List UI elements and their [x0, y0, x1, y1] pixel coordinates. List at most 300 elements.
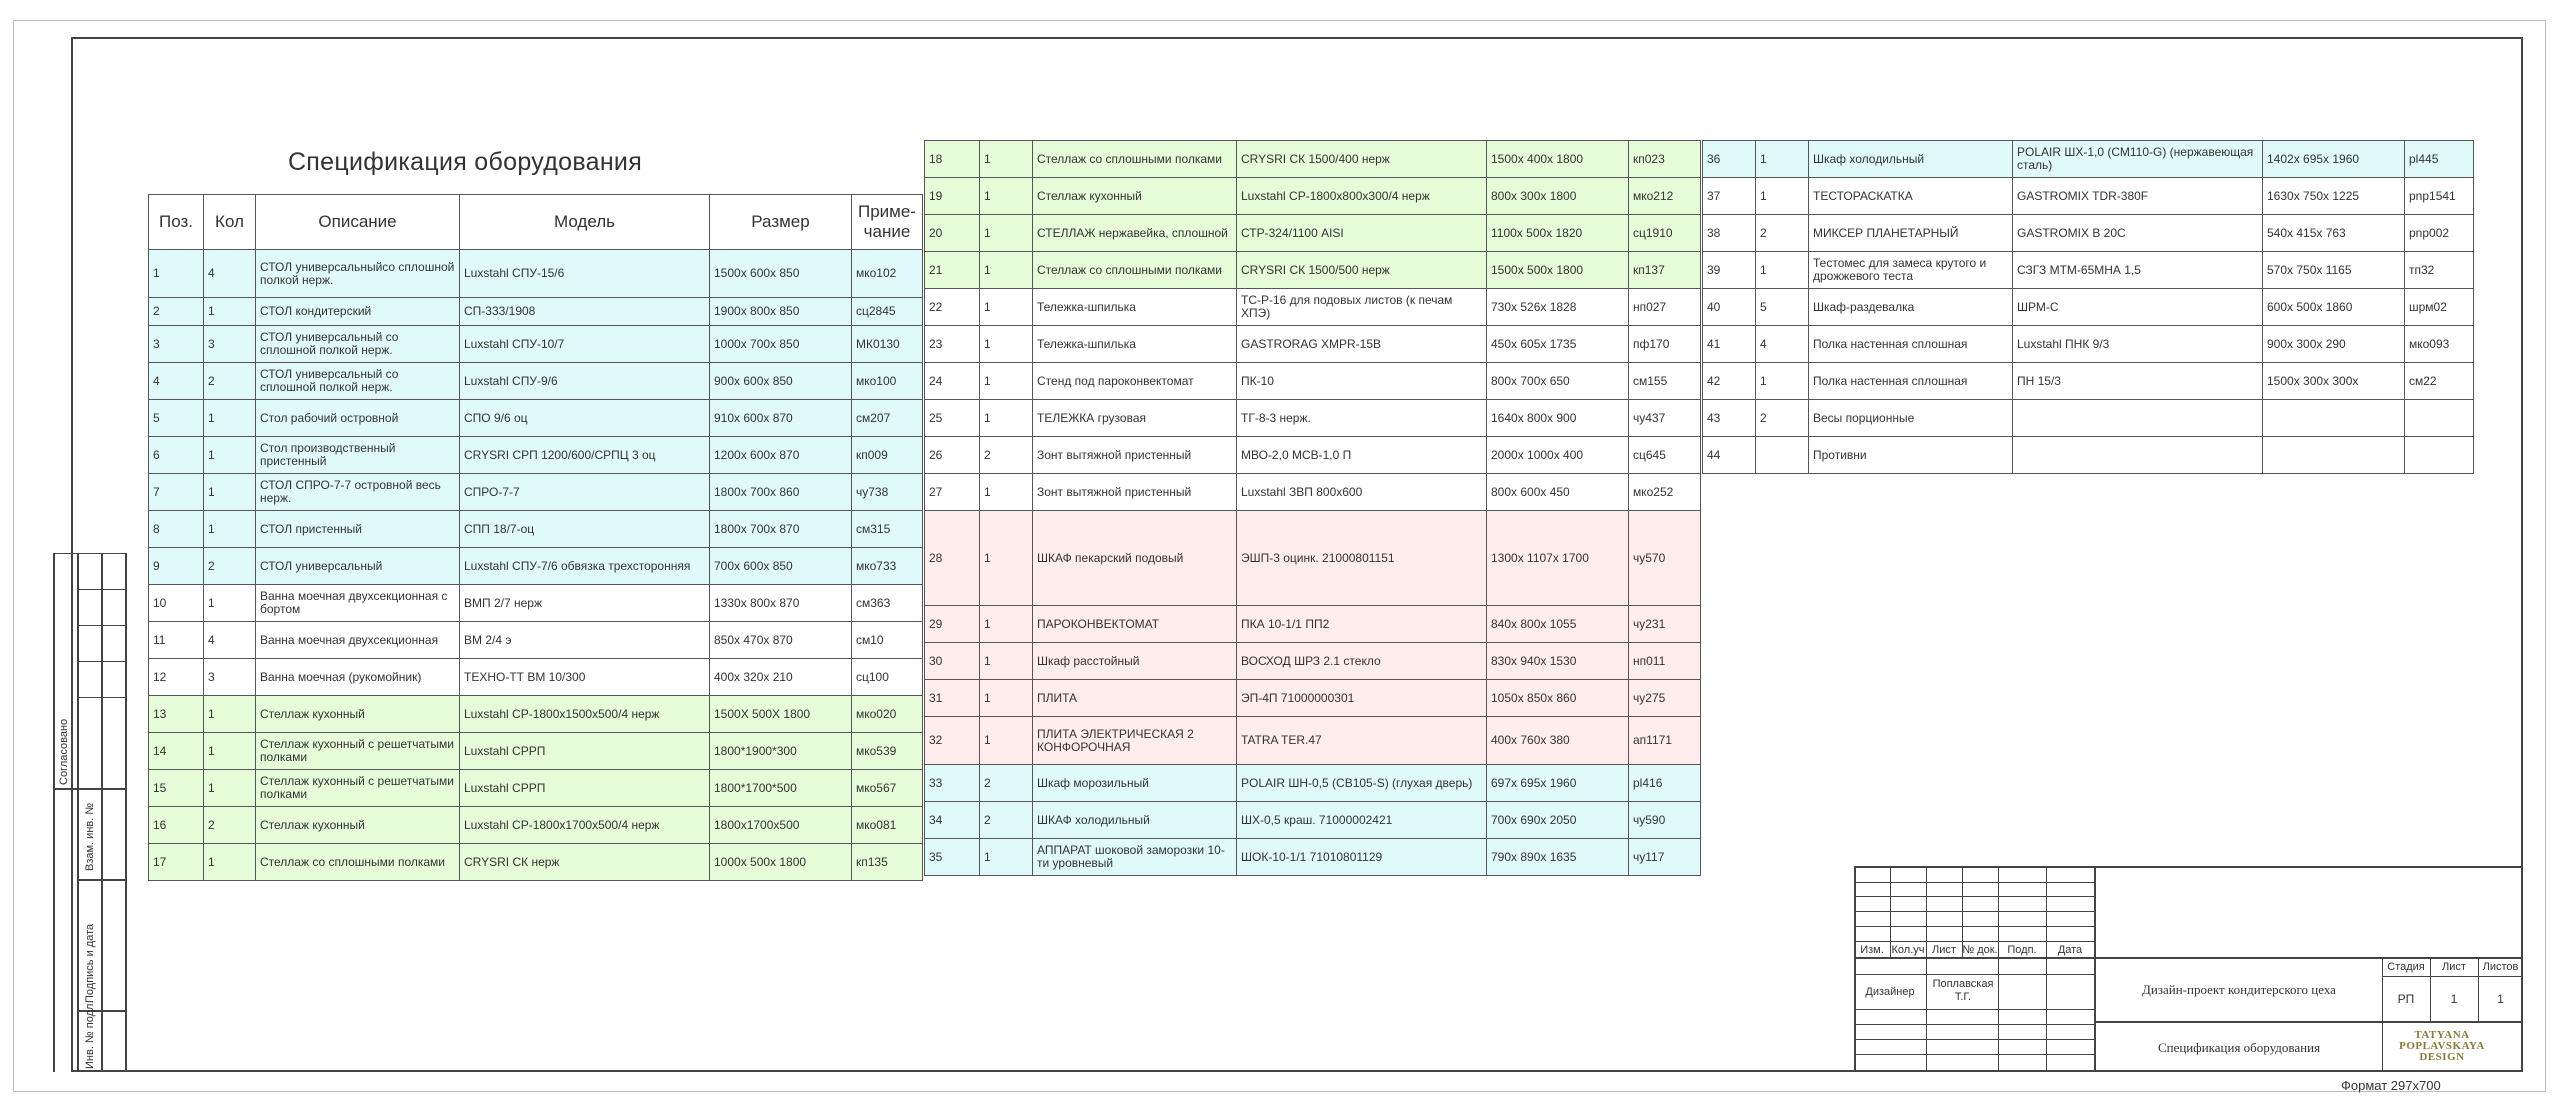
table-row — [1703, 289, 2474, 326]
cell-size — [2263, 400, 2405, 437]
cell-qty: 1 — [980, 215, 1033, 252]
cell-model: Luxstahl СР-1800х800х300/4 нерж — [1237, 178, 1487, 215]
cell-qty: 1 — [980, 839, 1033, 876]
table-row — [925, 400, 1701, 437]
cell-note: см315 — [852, 511, 923, 548]
cell-qty: 2 — [1756, 215, 1809, 252]
cell-note: сц100 — [852, 659, 923, 696]
cell-model: СПО 9/6 оц — [460, 400, 710, 437]
cell-note: чу738 — [852, 474, 923, 511]
table-row — [149, 696, 923, 733]
tb-project: Дизайн-проект кондитерского цеха — [2142, 982, 2336, 997]
table-row — [925, 252, 1701, 289]
cell-size: 400х 760х 380 — [1487, 717, 1629, 765]
cell-size: 1900х 800х 850 — [710, 298, 852, 326]
cell-model: GASTROMIX B 20C — [2013, 215, 2263, 252]
table-row — [1703, 400, 2474, 437]
table-row — [925, 765, 1701, 802]
cell-size: 2000х 1000х 400 — [1487, 437, 1629, 474]
cell-pos: 31 — [925, 680, 980, 717]
cell-desc: Тележка-шпилька — [1033, 326, 1237, 363]
cell-model: TATRA TER.47 — [1237, 717, 1487, 765]
cell-pos: 42 — [1703, 363, 1756, 400]
title-block — [1854, 866, 2523, 1072]
cell-qty: 4 — [1756, 326, 1809, 363]
cell-desc: ПЛИТА — [1033, 680, 1237, 717]
cell-pos: 20 — [925, 215, 980, 252]
cell-note: чу437 — [1629, 400, 1701, 437]
cell-desc: СТОЛ универсальный со сплошной полкой нерж. — [256, 326, 460, 363]
cell-pos: 3 — [149, 326, 204, 363]
cell-qty: 1 — [980, 252, 1033, 289]
cell-qty: 5 — [1756, 289, 1809, 326]
table-row — [1703, 363, 2474, 400]
designer-logo: TATYANA POPLAVSKAYA DESIGN — [2399, 1029, 2485, 1063]
cell-note: см10 — [852, 622, 923, 659]
cell-pos: 12 — [149, 659, 204, 696]
cell-desc: Зонт вытяжной пристенный — [1033, 474, 1237, 511]
cell-size: 700х 600х 850 — [710, 548, 852, 585]
cell-size: 1630х 750х 1225 — [2263, 178, 2405, 215]
cell-size: 800х 300х 1800 — [1487, 178, 1629, 215]
table-row — [149, 400, 923, 437]
cell-size: 600х 500х 1860 — [2263, 289, 2405, 326]
cell-pos: 43 — [1703, 400, 1756, 437]
cell-qty: 3 — [204, 659, 256, 696]
header-size: Размер — [710, 195, 852, 250]
cell-model: МВО-2,0 МСВ-1,0 П — [1237, 437, 1487, 474]
tb-sheets-label: Листов — [2482, 961, 2519, 973]
cell-note: сц645 — [1629, 437, 1701, 474]
cell-note: мко093 — [2405, 326, 2474, 363]
cell-pos: 29 — [925, 606, 980, 643]
cell-qty: 1 — [1756, 178, 1809, 215]
cell-qty: 1 — [980, 680, 1033, 717]
cell-qty: 2 — [980, 802, 1033, 839]
cell-note: см155 — [1629, 363, 1701, 400]
table-row — [149, 807, 923, 844]
table-row — [149, 437, 923, 474]
header-note: Приме-чание — [852, 195, 923, 250]
table-row — [925, 363, 1701, 400]
cell-desc: ПЛИТА ЭЛЕКТРИЧЕСКАЯ 2 КОНФОРОЧНАЯ — [1033, 717, 1237, 765]
cell-model: Luxstahl СР-1800х1500х500/4 нерж — [460, 696, 710, 733]
cell-note: ап1171 — [1629, 717, 1701, 765]
cell-qty: 1 — [980, 363, 1033, 400]
spec-table-2 — [924, 140, 1701, 876]
cell-model: ШХ-0,5 краш. 71000002421 — [1237, 802, 1487, 839]
cell-model: POLAIR ШН-0,5 (CB105-S) (глухая дверь) — [1237, 765, 1487, 802]
cell-qty: 1 — [980, 141, 1033, 178]
cell-qty: 1 — [980, 606, 1033, 643]
table-row — [925, 215, 1701, 252]
cell-model: СПРО-7-7 — [460, 474, 710, 511]
format-label: Формат 297х700 — [2341, 1078, 2441, 1093]
cell-pos: 38 — [1703, 215, 1756, 252]
cell-model: ТГ-8-3 нерж. — [1237, 400, 1487, 437]
side-label-sign-date: Подпись и дата — [84, 923, 96, 1003]
cell-desc: Ванна моечная двухсекционная — [256, 622, 460, 659]
table-row — [925, 606, 1701, 643]
cell-model: ПКА 10-1/1 ПП2 — [1237, 606, 1487, 643]
cell-size: 1800х 700х 870 — [710, 511, 852, 548]
table-row — [925, 326, 1701, 363]
cell-size: 700х 690х 2050 — [1487, 802, 1629, 839]
tb-sheet-label: Лист — [2442, 961, 2466, 973]
cell-desc: Шкаф морозильный — [1033, 765, 1237, 802]
cell-note: мко567 — [852, 770, 923, 807]
cell-desc: Стеллаж кухонный с решетчатыми полками — [256, 733, 460, 770]
cell-pos: 1 — [149, 250, 204, 298]
cell-pos: 23 — [925, 326, 980, 363]
cell-model: POLAIR ШХ-1,0 (СМ110-G) (нержавеющая сталь) — [2013, 141, 2263, 178]
table-row — [925, 437, 1701, 474]
table-row — [925, 178, 1701, 215]
tb-col-doc: № док. — [1962, 944, 1998, 956]
cell-desc: Стол рабочий островной — [256, 400, 460, 437]
cell-size: 910х 600х 870 — [710, 400, 852, 437]
cell-pos: 39 — [1703, 252, 1756, 289]
tb-col-list: Лист — [1932, 944, 1956, 956]
cell-model: ПК-10 — [1237, 363, 1487, 400]
cell-pos: 2 — [149, 298, 204, 326]
table-row — [925, 141, 1701, 178]
cell-model: СТР-324/1100 AISI — [1237, 215, 1487, 252]
cell-qty: 1 — [980, 643, 1033, 680]
cell-desc: СТОЛ универсальный — [256, 548, 460, 585]
cell-note: pl445 — [2405, 141, 2474, 178]
cell-pos: 6 — [149, 437, 204, 474]
cell-note — [2405, 437, 2474, 474]
cell-model: Luxstahl СР-1800х1700х500/4 нерж — [460, 807, 710, 844]
cell-qty: 1 — [204, 511, 256, 548]
tb-col-date: Дата — [2057, 944, 2083, 956]
cell-note: мко733 — [852, 548, 923, 585]
tb-col-sign: Подп. — [2007, 944, 2037, 956]
cell-desc: ТЕСТОРАСКАТКА — [1809, 178, 2013, 215]
cell-desc: Ванна моечная двухсекционная с бортом — [256, 585, 460, 622]
cell-pos: 24 — [925, 363, 980, 400]
cell-model: CRYSRI СК 1500/500 нерж — [1237, 252, 1487, 289]
cell-pos: 41 — [1703, 326, 1756, 363]
cell-note: чу570 — [1629, 511, 1701, 606]
cell-note: шрм02 — [2405, 289, 2474, 326]
cell-pos: 7 — [149, 474, 204, 511]
cell-size: 1300х 1107х 1700 — [1487, 511, 1629, 606]
cell-size: 1800*1900*300 — [710, 733, 852, 770]
cell-desc: АППАРАТ шоковой заморозки 10-ти уровневый — [1033, 839, 1237, 876]
cell-size: 1000х 700х 850 — [710, 326, 852, 363]
cell-qty: 1 — [1756, 252, 1809, 289]
cell-model: Luxstahl СРРП — [460, 770, 710, 807]
cell-desc: СТОЛ кондитерский — [256, 298, 460, 326]
cell-qty: 1 — [204, 400, 256, 437]
cell-size: 1500х 400х 1800 — [1487, 141, 1629, 178]
cell-note: сц2845 — [852, 298, 923, 326]
cell-qty: 1 — [204, 298, 256, 326]
cell-note: сц1910 — [1629, 215, 1701, 252]
cell-size: 1200х 600х 870 — [710, 437, 852, 474]
cell-qty: 2 — [980, 765, 1033, 802]
cell-desc: ШКАФ пекарский подовый — [1033, 511, 1237, 606]
header-pos: Поз. — [149, 195, 204, 250]
cell-size: 1330х 800х 870 — [710, 585, 852, 622]
cell-model: ВМП 2/7 нерж — [460, 585, 710, 622]
tb-stage-label: Стадия — [2387, 961, 2425, 973]
table-row — [925, 474, 1701, 511]
table-row — [149, 622, 923, 659]
cell-desc: Тележка-шпилька — [1033, 289, 1237, 326]
cell-note: см207 — [852, 400, 923, 437]
table-row — [149, 474, 923, 511]
cell-desc: СТОЛ универсальный со сплошной полкой нерж. — [256, 363, 460, 400]
cell-size: 1500х 300х 300х — [2263, 363, 2405, 400]
cell-size: 1050х 850х 860 — [1487, 680, 1629, 717]
cell-size: 1500Х 500Х 1800 — [710, 696, 852, 733]
table-row — [925, 802, 1701, 839]
table-row — [1703, 437, 2474, 474]
cell-pos: 5 — [149, 400, 204, 437]
cell-size: 1640х 800х 900 — [1487, 400, 1629, 437]
cell-model: ПН 15/3 — [2013, 363, 2263, 400]
table-row — [925, 717, 1701, 765]
cell-size: 800х 600х 450 — [1487, 474, 1629, 511]
cell-note — [2405, 400, 2474, 437]
cell-note: чу117 — [1629, 839, 1701, 876]
cell-size: 1800х1700х500 — [710, 807, 852, 844]
cell-qty: 2 — [1756, 400, 1809, 437]
cell-qty: 1 — [204, 733, 256, 770]
cell-qty: 1 — [204, 585, 256, 622]
cell-desc: Тестомес для замеса крутого и дрожжевого теста — [1809, 252, 2013, 289]
side-label-agreed: Согласовано — [58, 718, 70, 785]
tb-sheets-value: 1 — [2497, 992, 2504, 1006]
tb-col-izm: Изм. — [1860, 944, 1884, 956]
cell-size: 697х 695х 1960 — [1487, 765, 1629, 802]
cell-model: ВМ 2/4 э — [460, 622, 710, 659]
cell-qty: 1 — [204, 844, 256, 881]
cell-qty: 1 — [980, 717, 1033, 765]
cell-qty: 1 — [980, 511, 1033, 606]
cell-note: пф170 — [1629, 326, 1701, 363]
cell-desc: Стеллаж кухонный с решетчатыми полками — [256, 770, 460, 807]
cell-size: 800х 700х 650 — [1487, 363, 1629, 400]
cell-desc: Стеллаж со сплошными полками — [256, 844, 460, 881]
cell-note: pl416 — [1629, 765, 1701, 802]
cell-pos: 40 — [1703, 289, 1756, 326]
cell-desc: Полка настенная сплошная — [1809, 326, 2013, 363]
header-qty: Кол — [204, 195, 256, 250]
cell-qty: 1 — [980, 326, 1033, 363]
cell-size: 790х 890х 1635 — [1487, 839, 1629, 876]
table-row — [149, 659, 923, 696]
side-label-inv-zam: Взам. инв. № — [84, 802, 96, 871]
cell-model — [2013, 437, 2263, 474]
cell-pos: 9 — [149, 548, 204, 585]
tb-sheet-value: 1 — [2450, 992, 2458, 1006]
cell-note: см363 — [852, 585, 923, 622]
cell-pos: 11 — [149, 622, 204, 659]
cell-model: СП-333/1908 — [460, 298, 710, 326]
cell-desc: Стеллаж со сплошными полками — [1033, 141, 1237, 178]
cell-desc: Полка настенная сплошная — [1809, 363, 2013, 400]
cell-desc: МИКСЕР ПЛАНЕТАРНЫЙ — [1809, 215, 2013, 252]
cell-model: ВОСХОД ШРЗ 2.1 стекло — [1237, 643, 1487, 680]
cell-qty: 1 — [204, 770, 256, 807]
cell-pos: 17 — [149, 844, 204, 881]
cell-pos: 27 — [925, 474, 980, 511]
cell-qty: 1 — [204, 696, 256, 733]
cell-pos: 4 — [149, 363, 204, 400]
side-label-inv-podl: Инв. № подл. — [84, 1000, 96, 1069]
table-row — [149, 298, 923, 326]
table-row — [1703, 178, 2474, 215]
cell-qty: 1 — [980, 400, 1033, 437]
cell-qty: 4 — [204, 622, 256, 659]
cell-size: 450х 605х 1735 — [1487, 326, 1629, 363]
cell-model: ШОК-10-1/1 71010801129 — [1237, 839, 1487, 876]
cell-size: 1500х 500х 1800 — [1487, 252, 1629, 289]
cell-note: нп011 — [1629, 643, 1701, 680]
cell-note: кп137 — [1629, 252, 1701, 289]
cell-note: нп027 — [1629, 289, 1701, 326]
tb-stage-value: РП — [2397, 992, 2415, 1006]
cell-model: Luxstahl СПУ-10/7 — [460, 326, 710, 363]
cell-model: ТЕХНО-ТТ ВМ 10/300 — [460, 659, 710, 696]
cell-note: мко100 — [852, 363, 923, 400]
cell-qty: 2 — [204, 807, 256, 844]
cell-model: Luxstahl СПУ-15/6 — [460, 250, 710, 298]
table-row — [925, 289, 1701, 326]
cell-note: чу590 — [1629, 802, 1701, 839]
cell-note: см22 — [2405, 363, 2474, 400]
cell-model — [2013, 400, 2263, 437]
cell-qty: 1 — [204, 474, 256, 511]
cell-pos: 30 — [925, 643, 980, 680]
table-row — [925, 643, 1701, 680]
cell-size: 1800*1700*500 — [710, 770, 852, 807]
cell-note: кп023 — [1629, 141, 1701, 178]
cell-qty — [1756, 437, 1809, 474]
cell-size: 570х 750х 1165 — [2263, 252, 2405, 289]
table-row — [1703, 326, 2474, 363]
side-stamp — [53, 553, 127, 1072]
cell-desc: ШКАФ холодильный — [1033, 802, 1237, 839]
cell-model: CRYSRI СК нерж — [460, 844, 710, 881]
cell-note: чу275 — [1629, 680, 1701, 717]
cell-pos: 22 — [925, 289, 980, 326]
cell-desc: Противни — [1809, 437, 2013, 474]
table-row — [149, 548, 923, 585]
cell-desc: Стеллаж кухонный — [256, 807, 460, 844]
cell-pos: 10 — [149, 585, 204, 622]
tb-designer-name: Поплавская Т.Г. — [1932, 978, 1994, 1003]
cell-pos: 18 — [925, 141, 980, 178]
cell-note: чу231 — [1629, 606, 1701, 643]
header-desc: Описание — [256, 195, 460, 250]
table-row — [149, 585, 923, 622]
cell-desc: Стенд под пароконвектомат — [1033, 363, 1237, 400]
table-row — [925, 680, 1701, 717]
cell-qty: 4 — [204, 250, 256, 298]
cell-size: 1800х 700х 860 — [710, 474, 852, 511]
cell-model: ШРМ-С — [2013, 289, 2263, 326]
cell-qty: 2 — [204, 363, 256, 400]
cell-pos: 26 — [925, 437, 980, 474]
cell-note: мко020 — [852, 696, 923, 733]
cell-qty: 1 — [1756, 141, 1809, 178]
cell-desc: Стеллаж кухонный — [256, 696, 460, 733]
cell-note: мко539 — [852, 733, 923, 770]
cell-size: 400х 320х 210 — [710, 659, 852, 696]
cell-desc: Шкаф холодильный — [1809, 141, 2013, 178]
table-row — [149, 770, 923, 807]
cell-desc: ПАРОКОНВЕКТОМАТ — [1033, 606, 1237, 643]
cell-qty: 2 — [980, 437, 1033, 474]
table-row — [1703, 141, 2474, 178]
cell-pos: 14 — [149, 733, 204, 770]
table-row — [1703, 215, 2474, 252]
table-row — [149, 326, 923, 363]
cell-model: Luxstahl СПУ-9/6 — [460, 363, 710, 400]
cell-size: 1000х 500х 1800 — [710, 844, 852, 881]
cell-pos: 32 — [925, 717, 980, 765]
cell-model: ЭП-4П 71000000301 — [1237, 680, 1487, 717]
cell-note: pnp1541 — [2405, 178, 2474, 215]
cell-pos: 34 — [925, 802, 980, 839]
cell-desc: Стеллаж кухонный — [1033, 178, 1237, 215]
cell-model: ТС-Р-16 для подовых листов (к печам ХПЭ) — [1237, 289, 1487, 326]
cell-size: 840х 800х 1055 — [1487, 606, 1629, 643]
cell-qty: 1 — [1756, 363, 1809, 400]
cell-note: кп009 — [852, 437, 923, 474]
cell-note: мко212 — [1629, 178, 1701, 215]
cell-desc: СТОЛ универсальныйсо сплошной полкой нерж. — [256, 250, 460, 298]
cell-pos: 21 — [925, 252, 980, 289]
cell-note: тп32 — [2405, 252, 2474, 289]
cell-desc: Шкаф-раздевалка — [1809, 289, 2013, 326]
spec-table-1 — [148, 194, 923, 881]
cell-pos: 25 — [925, 400, 980, 437]
cell-pos: 8 — [149, 511, 204, 548]
cell-pos: 19 — [925, 178, 980, 215]
cell-qty: 1 — [980, 289, 1033, 326]
cell-note: pnp002 — [2405, 215, 2474, 252]
cell-qty: 1 — [980, 474, 1033, 511]
cell-size — [2263, 437, 2405, 474]
cell-desc: СТЕЛЛАЖ нержавейка, сплошной — [1033, 215, 1237, 252]
cell-size: 850х 470х 870 — [710, 622, 852, 659]
cell-pos: 28 — [925, 511, 980, 606]
cell-size: 830х 940х 1530 — [1487, 643, 1629, 680]
table-row — [149, 511, 923, 548]
tb-col-kol: Кол.уч — [1891, 944, 1925, 956]
cell-note: мко081 — [852, 807, 923, 844]
cell-pos: 44 — [1703, 437, 1756, 474]
table-row — [149, 844, 923, 881]
table-row — [149, 733, 923, 770]
cell-model: GASTRORAG XMPR-15B — [1237, 326, 1487, 363]
cell-size: 900х 300х 290 — [2263, 326, 2405, 363]
table-row — [1703, 252, 2474, 289]
cell-desc: Стол производственный пристенный — [256, 437, 460, 474]
table-row — [925, 839, 1701, 876]
cell-desc: Шкаф расстойный — [1033, 643, 1237, 680]
cell-model: Luxstahl СПУ-7/6 обвязка трехсторонняя — [460, 548, 710, 585]
cell-qty: 1 — [204, 437, 256, 474]
cell-size: 1402х 695х 1960 — [2263, 141, 2405, 178]
cell-desc: СТОЛ пристенный — [256, 511, 460, 548]
